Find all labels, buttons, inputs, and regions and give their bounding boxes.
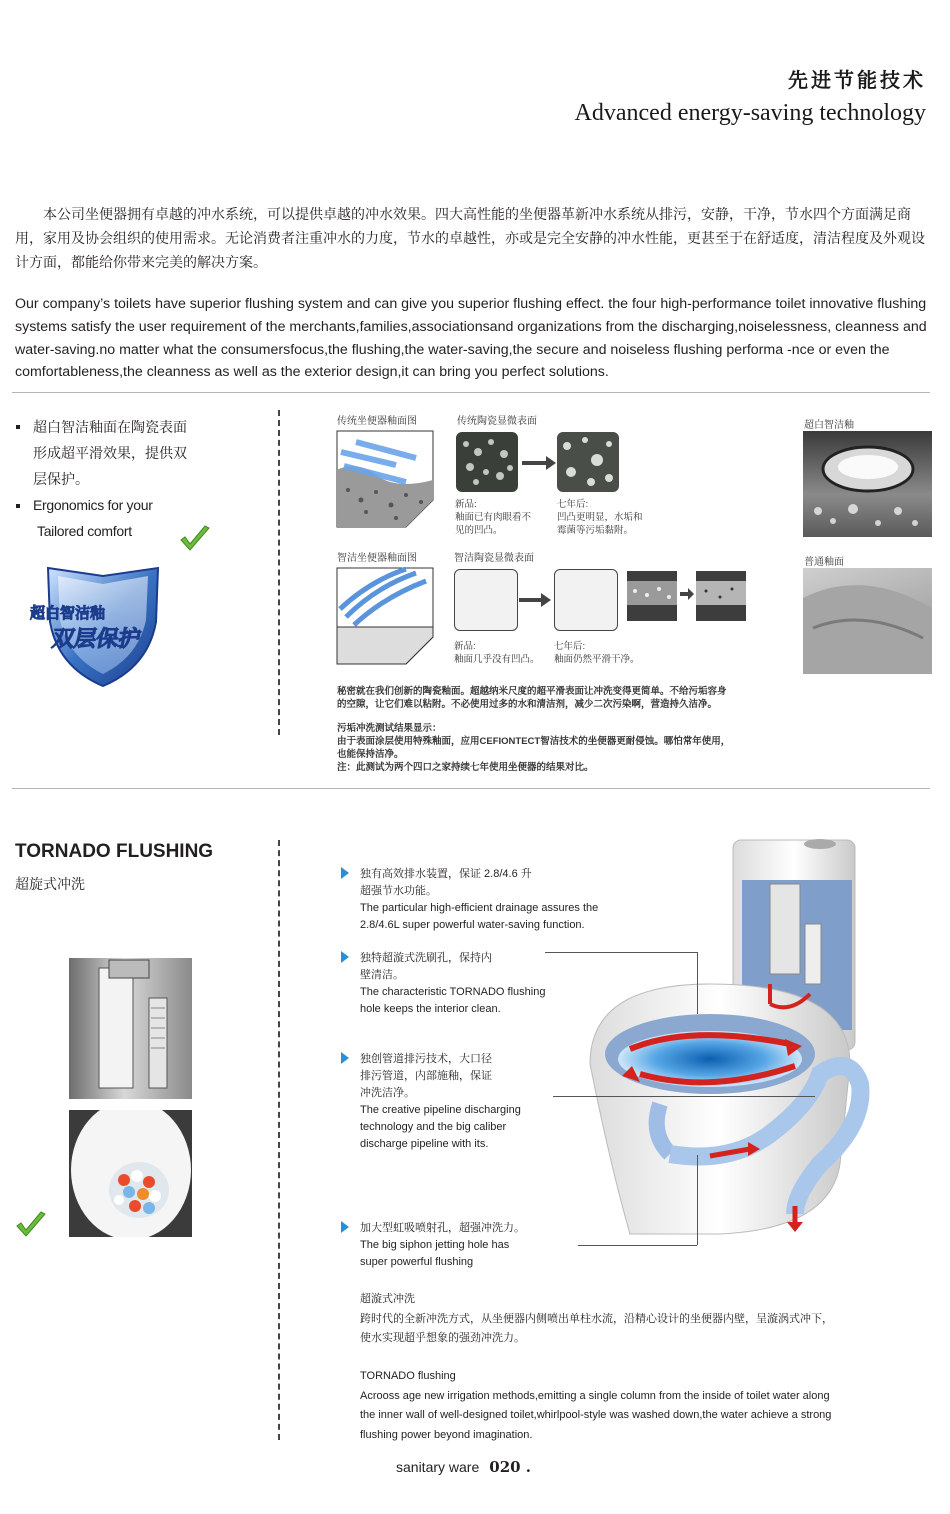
smart-old-caption: 七年后: 釉面仍然平滑干净。 [554,641,640,665]
feature-2: 独特超漩式洗刷孔，保持内 壁清洁。 The characteristic TORNADO flushing hole keeps the interior clean. [360,952,546,1015]
smart-new-caption: 新品: 釉面几乎没有凹凸。 [454,641,540,665]
traditional-micro-new-image [456,432,518,492]
arrow-icon [680,588,694,600]
arrow-icon [519,593,551,607]
checkmark-icon [14,1210,48,1240]
arrow-icon [522,456,556,470]
shield-text-1: 超白智洁釉 [30,604,106,622]
bullet-triangle-icon [341,867,349,879]
feature-1: 独有高效排水装置，保证 2.8/4.6 升 超强节水功能。 The particular high-efficient drainage assures the 2.8/4.6L super powerful water-saving function. [360,868,599,931]
traditional-glaze-diagram [336,430,436,528]
divider [12,392,930,393]
leader-line [697,952,698,1014]
bullet-ergonomics-text: Ergonomics for your Tailored comfort [33,497,153,539]
leader-line [553,1096,815,1097]
feature-4: 加大型虹吸喷射孔，超强冲洗力。 The big siphon jetting hole has super powerful flushing [360,1222,525,1268]
label-traditional-micro: 传统陶瓷显微表面 [457,416,537,427]
tornado-heading: TORNADO FLUSHING [15,841,214,862]
super-white-glaze-photo [803,431,932,537]
leader-line [545,952,697,953]
toilet-cutaway-illustration [570,834,900,1244]
dashed-separator [278,410,280,735]
bullet-icon [16,425,20,429]
bullet-triangle-icon [341,1052,349,1064]
checkmark-icon [178,524,212,554]
normal-glaze-photo [803,568,932,674]
traditional-micro-old-image [557,432,619,492]
page-footer: sanitary ware 020 . [396,1458,532,1476]
trad-new-caption: 新品: 釉面已有肉眼看不 见的凹凸。 [455,499,532,536]
trad-old-caption: 七年后: 凹凸更明显，水垢和 霉菌等污垢黏附。 [557,499,643,536]
label-super-white: 超白智洁釉 [804,420,854,431]
shield-text-2: 双层保护 [50,626,143,652]
page-title-en: Advanced energy-saving technology [574,100,926,126]
bullet-triangle-icon [341,951,349,963]
micro-photo-2 [696,571,746,621]
dashed-separator [278,840,280,1440]
tornado-desc-cn: 超漩式冲洗 跨时代的全新冲洗方式，从坐便器内侧喷出单柱水流，沿精心设计的坐便器内壁，呈漩涡式冲下， 使水实现超乎想象的强劲冲洗力。 [360,1293,833,1344]
tornado-desc-en: TORNADO flushing Acrooss age new irrigation methods,emitting a single column from the inside of toilet water along the inner wall of well-designed toilet,whirlpool-style was washed down,the water achieve a strong flushing power beyond imagination. [360,1370,832,1441]
label-smart-glaze: 智洁坐便器釉面图 [337,553,417,564]
label-normal-glaze: 普通釉面 [804,557,844,568]
leader-line [697,1155,698,1245]
test-result-note: 污垢冲洗测试结果显示： 由于表面涂层使用特殊釉面，应用CEFIONTECT智洁技术的坐便器更耐侵蚀。哪怕常年使用， 也能保持洁净。 注：此测试为两个四口之家持续七年使用坐便器的结果对比。 [337,723,731,773]
label-traditional-glaze: 传统坐便器釉面图 [337,416,417,427]
leader-line [578,1245,697,1246]
flush-valve-photo [69,958,192,1099]
tornado-heading-cn: 超旋式冲洗 [15,876,85,892]
page-title-cn: 先进节能技术 [788,68,926,92]
smart-glaze-diagram [336,567,436,665]
smart-micro-new-image [454,569,518,631]
bullet-triangle-icon [341,1221,349,1233]
micro-photo-1 [627,571,677,621]
divider [12,788,930,789]
label-smart-micro: 智洁陶瓷显微表面 [454,553,534,564]
smart-micro-old-image [554,569,618,631]
glaze-note: 秘密就在我们创新的陶瓷釉面。超越纳米尺度的超平滑表面让冲洗变得更简单。不给污垢容身 的空隙，让它们难以粘附。不必使用过多的水和清洁剂，减少二次污染啊，营造持久洁净。 [337,686,727,710]
intro-paragraph-cn: 本公司坐便器拥有卓越的冲水系统，可以提供卓越的冲水效果。四大高性能的坐便器革新冲水系统从排污，安静，干净，节水四个方面满足商用，家用及协会组织的使用需求。无论消费者注重冲水的力度，节水的卓越性，亦或是完全安静的冲水性能，更甚至于在舒适度，清洁程度及外观设计方面，都能给你带来完美的解决方案。 [15,206,925,270]
shield-badge [28,562,178,692]
intro-paragraph-en: Our company’s toilets have superior flushing system and can give you superior flushing effect. the four high-performance toilet innovative flushing systems satisfy the user requirement of the merchants,families,associationsand organizations from the discharging,noiselessness, cleanness and water-saving.no matter what the consumersfocus,the flushing,the water-saving,the secure and noiseless flushing performa -nce or even the comfortableness,the cleanness as well as the exterior design,it can bring you perfect solutions. [15,296,927,381]
bowl-balls-photo [69,1110,192,1237]
feature-3: 独创管道排污技术，大口径 排污管道，内部施釉，保证 冲洗洁净。 The creative pipeline discharging technology and the big caliber discharge pipeline with its. [360,1053,521,1150]
bullet-glaze-text: 超白智洁釉面在陶瓷表面 形成超平滑效果，提供双 层保护。 [33,419,187,487]
bullet-icon [16,504,20,508]
